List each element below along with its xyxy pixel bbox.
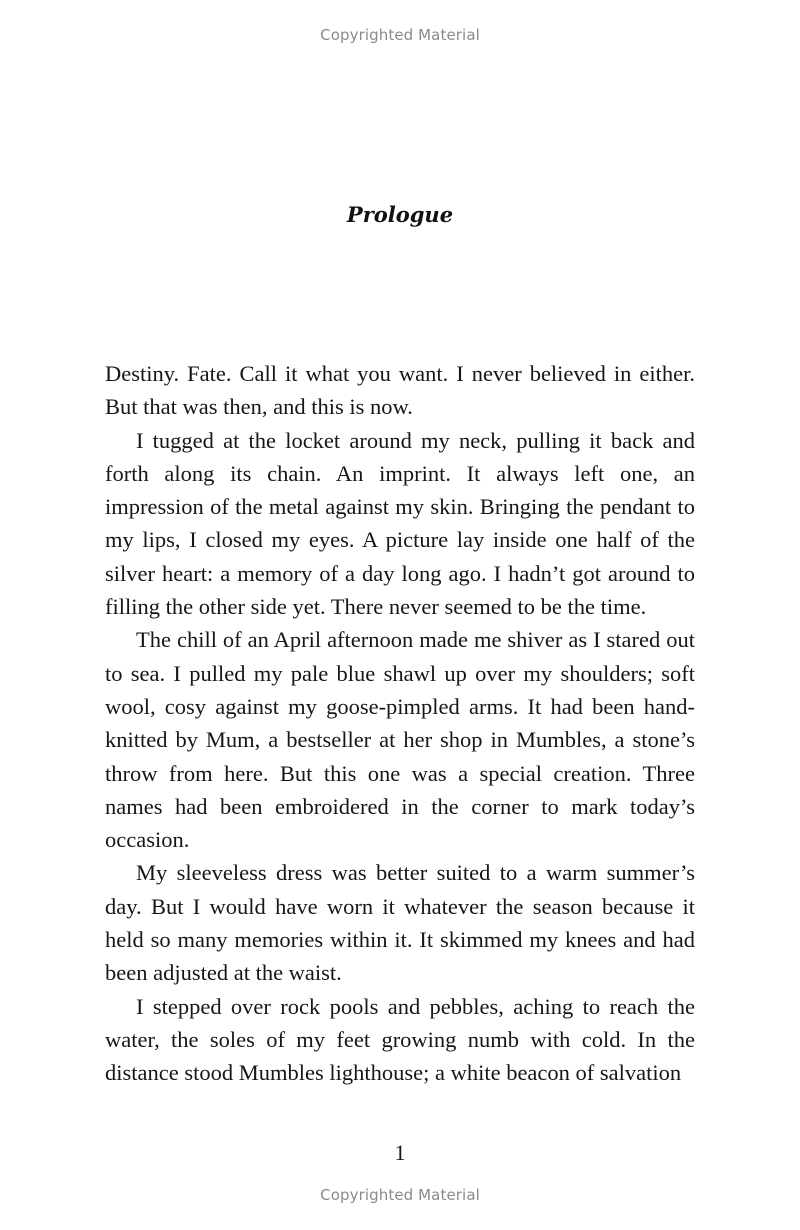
page-number: 1 [394, 1140, 406, 1165]
paragraph-1: Destiny. Fate. Call it what you want. I never believed in either. But that was then, and this is now. [105, 361, 695, 420]
body-text [105, 357, 695, 1090]
copyright-notice-top: Copyrighted Material [320, 26, 480, 44]
paragraph-5: I stepped over rock pools and pebbles, aching to reach the water, the soles of my feet growing numb with cold. In the distance stood Mumbles lighthouse; a white beacon of salvation [105, 993, 695, 1086]
paragraph-4: My sleeveless dress was better suited to a warm summer’s day. But I would have worn it whatever the season because it held so many memories within it. It skimmed my knees and had been adjusted at the waist. [105, 860, 695, 986]
paragraph-2: I tugged at the locket around my neck, pulling it back and forth along its chain. An imprint. It always left one, an impression of the metal against my skin. Bringing the pendant to my lips, I closed my eyes. A picture lay inside one half of the silver heart: a memory of a day long ago. I hadn’t got around to filling the other side yet. There never seemed to be the time. [105, 427, 695, 620]
copyright-notice-bottom: Copyrighted Material [320, 1186, 480, 1204]
paragraph-3: The chill of an April afternoon made me shiver as I stared out to sea. I pulled my pale blue shawl up over my shoulders; soft wool, cosy against my goose-pimpled arms. It had been hand-knitted by Mum, a bestseller at her shop in Mumbles, a stone’s throw from here. But this one was a special creation. Three names had been embroidered in the corner to mark today’s occasion. [105, 627, 695, 853]
chapter-title: Prologue [346, 202, 454, 227]
